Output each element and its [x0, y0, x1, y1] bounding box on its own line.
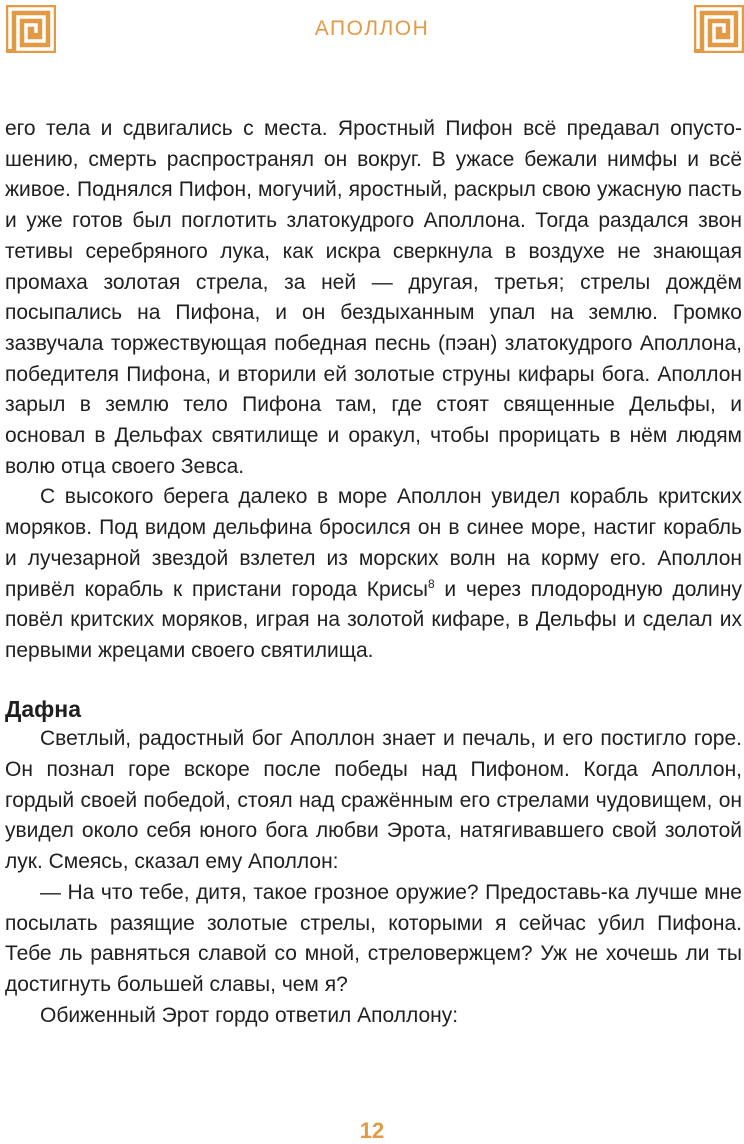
paragraph-text: С высокого берега далеко в море Аполлон увидел корабль критских моряков. Под видом дельфина бросился он в синее море, настиг корабль и лучезарной звездой взлетел из морских волн на корму его. Аполлон привёл корабль к пристани города Крисы [5, 485, 742, 601]
paragraph-text: и через плодородную долину повёл критских моряков, играя на золотой кифаре, в Дельфы и сделал их первыми жрецами своего святилища. [5, 577, 742, 662]
paragraph: — На что тебе, дитя, такое грозное оружие? Предоставь-ка лучше мне посылать разящие золотые стрелы, которыми я сейчас убил Пифона. Тебе ль равняться славой со мной, стреловержцем? Уж не хочешь ли ты достигнуть большей славы, чем я? [5, 880, 742, 996]
footnote-marker: 8 [428, 576, 435, 591]
paragraph: Обиженный Эрот гордо ответил Аполлону: [40, 1003, 459, 1027]
paragraph [5, 482, 742, 666]
section-heading: Дафна [5, 695, 81, 722]
paragraph: Светлый, радостный бог Аполлон знает и печаль, и его постигло горе. Он познал горе вскоре после победы над Пифоном. Когда Аполлон, гордый своей победой, стоял над сражённым его стрелами чудовищем, он увидел около себя юного бога любви Эрота, натягивавшего свой золотой лук. Смеясь, сказал ему Аполлон: [5, 727, 742, 874]
running-head-title: АПОЛЛОН [314, 17, 430, 40]
page-body [5, 114, 742, 1031]
page-number: 12 [359, 1118, 385, 1143]
paragraph: его тела и сдвигались с места. Яростный Пифон всё предавал опустошению, смерть распространял он вокруг. В ужасе бежали нимфы и всё живое. Поднялся Пифон, могучий, яростный, раскрыл свою ужасную пасть и уже готов был поглотить златокудрого Аполлона. Тогда раздался звон тетивы серебряного лука, как искра сверкнула в воздухе не знающая промаха золотая стрела, за ней — другая, третья; стрелы дождём посыпались на Пифона, и он бездыханным упал на землю. Громко зазвучала торжествующая победная песнь (пэан) златокудрого Аполлона, победителя Пифона, и вторили ей золотые струны кифары бога. Аполлон зарыл в землю тело Пифона там, где стоят священные Дельфы, и основал в Дельфах святилище и оракул, чтобы прорицать в нём людям волю отца своего Зевса. [5, 117, 742, 478]
greek-key-icon [694, 5, 744, 53]
